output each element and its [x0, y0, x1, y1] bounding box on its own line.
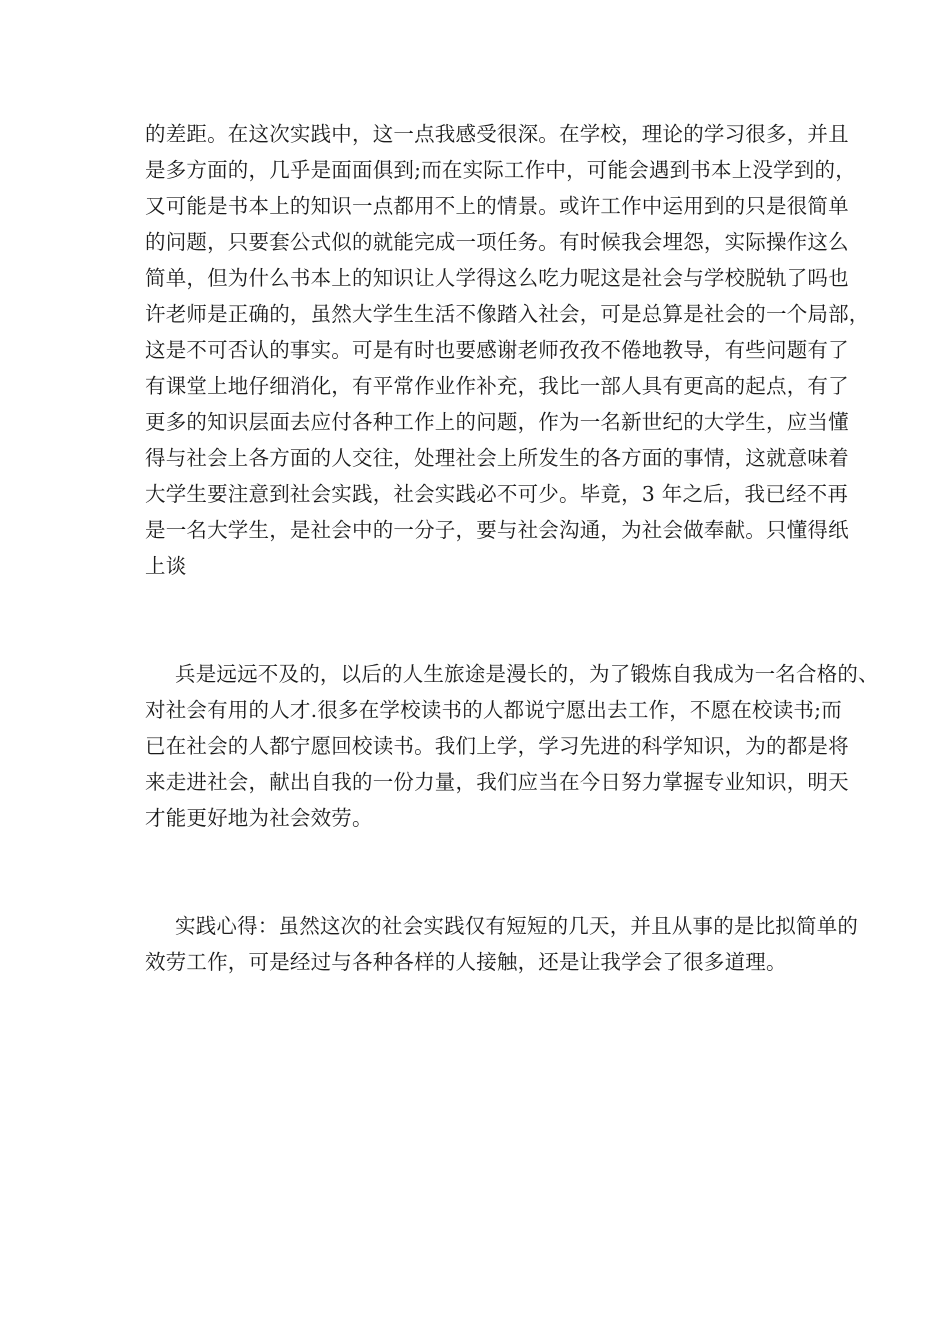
paragraph-3-line-2: 效劳工作，可是经过与各种各样的人接触，还是让我学会了很多道理。 [145, 950, 787, 974]
paragraph-1-line-7: 这是不可否认的事实。可是有时也要感谢老师孜孜不倦地教导，有些问题有了 [145, 338, 849, 362]
paragraph-3-line-1: 实践心得：虽然这次的社会实践仅有短短的几天，并且从事的是比拟简单的 [175, 914, 859, 938]
paragraph-1-line-11: 大学生要注意到社会实践，社会实践必不可少。毕竟，3 年之后，我已经不再 [145, 482, 849, 506]
paragraph-1-line-1: 的差距。在这次实践中，这一点我感受很深。在学校，理论的学习很多，并且 [145, 122, 849, 146]
paragraph-1-line-2: 是多方面的，几乎是面面俱到;而在实际工作中，可能会遇到书本上没学到的， [145, 158, 856, 182]
paragraph-2-line-2: 对社会有用的人才.很多在学校读书的人都说宁愿出去工作，不愿在校读书;而 [145, 698, 842, 722]
paragraph-1-line-12: 是一名大学生，是社会中的一分子，要与社会沟通，为社会做奉献。只懂得纸 [145, 518, 849, 542]
paragraph-1-line-10: 得与社会上各方面的人交往，处理社会上所发生的各方面的事情，这就意味着 [145, 446, 849, 470]
paragraph-1-line-13: 上谈 [145, 554, 187, 578]
paragraph-2-line-5: 才能更好地为社会效劳。 [145, 806, 373, 830]
paragraph-1-line-5: 简单，但为什么书本上的知识让人学得这么吃力呢这是社会与学校脱轨了吗也 [145, 266, 849, 290]
paragraph-1-line-4: 的问题，只要套公式似的就能完成一项任务。有时候我会埋怨，实际操作这么 [145, 230, 849, 254]
paragraph-2-line-4: 来走进社会，献出自我的一份力量，我们应当在今日努力掌握专业知识，明天 [145, 770, 849, 794]
paragraph-1-line-9: 更多的知识层面去应付各种工作上的问题，作为一名新世纪的大学生，应当懂 [145, 410, 849, 434]
paragraph-1-line-3: 又可能是书本上的知识一点都用不上的情景。或许工作中运用到的只是很简单 [145, 194, 849, 218]
paragraph-2-line-1: 兵是远远不及的，以后的人生旅途是漫长的，为了锻炼自我成为一名合格的、 [175, 662, 879, 686]
paragraph-2-line-3: 已在社会的人都宁愿回校读书。我们上学，学习先进的科学知识，为的都是将 [145, 734, 849, 758]
paragraph-1-line-6: 许老师是正确的，虽然大学生生活不像踏入社会，可是总算是社会的一个局部， [145, 302, 870, 326]
paragraph-1-line-8: 有课堂上地仔细消化，有平常作业作补充，我比一部人具有更高的起点，有了 [145, 374, 849, 398]
